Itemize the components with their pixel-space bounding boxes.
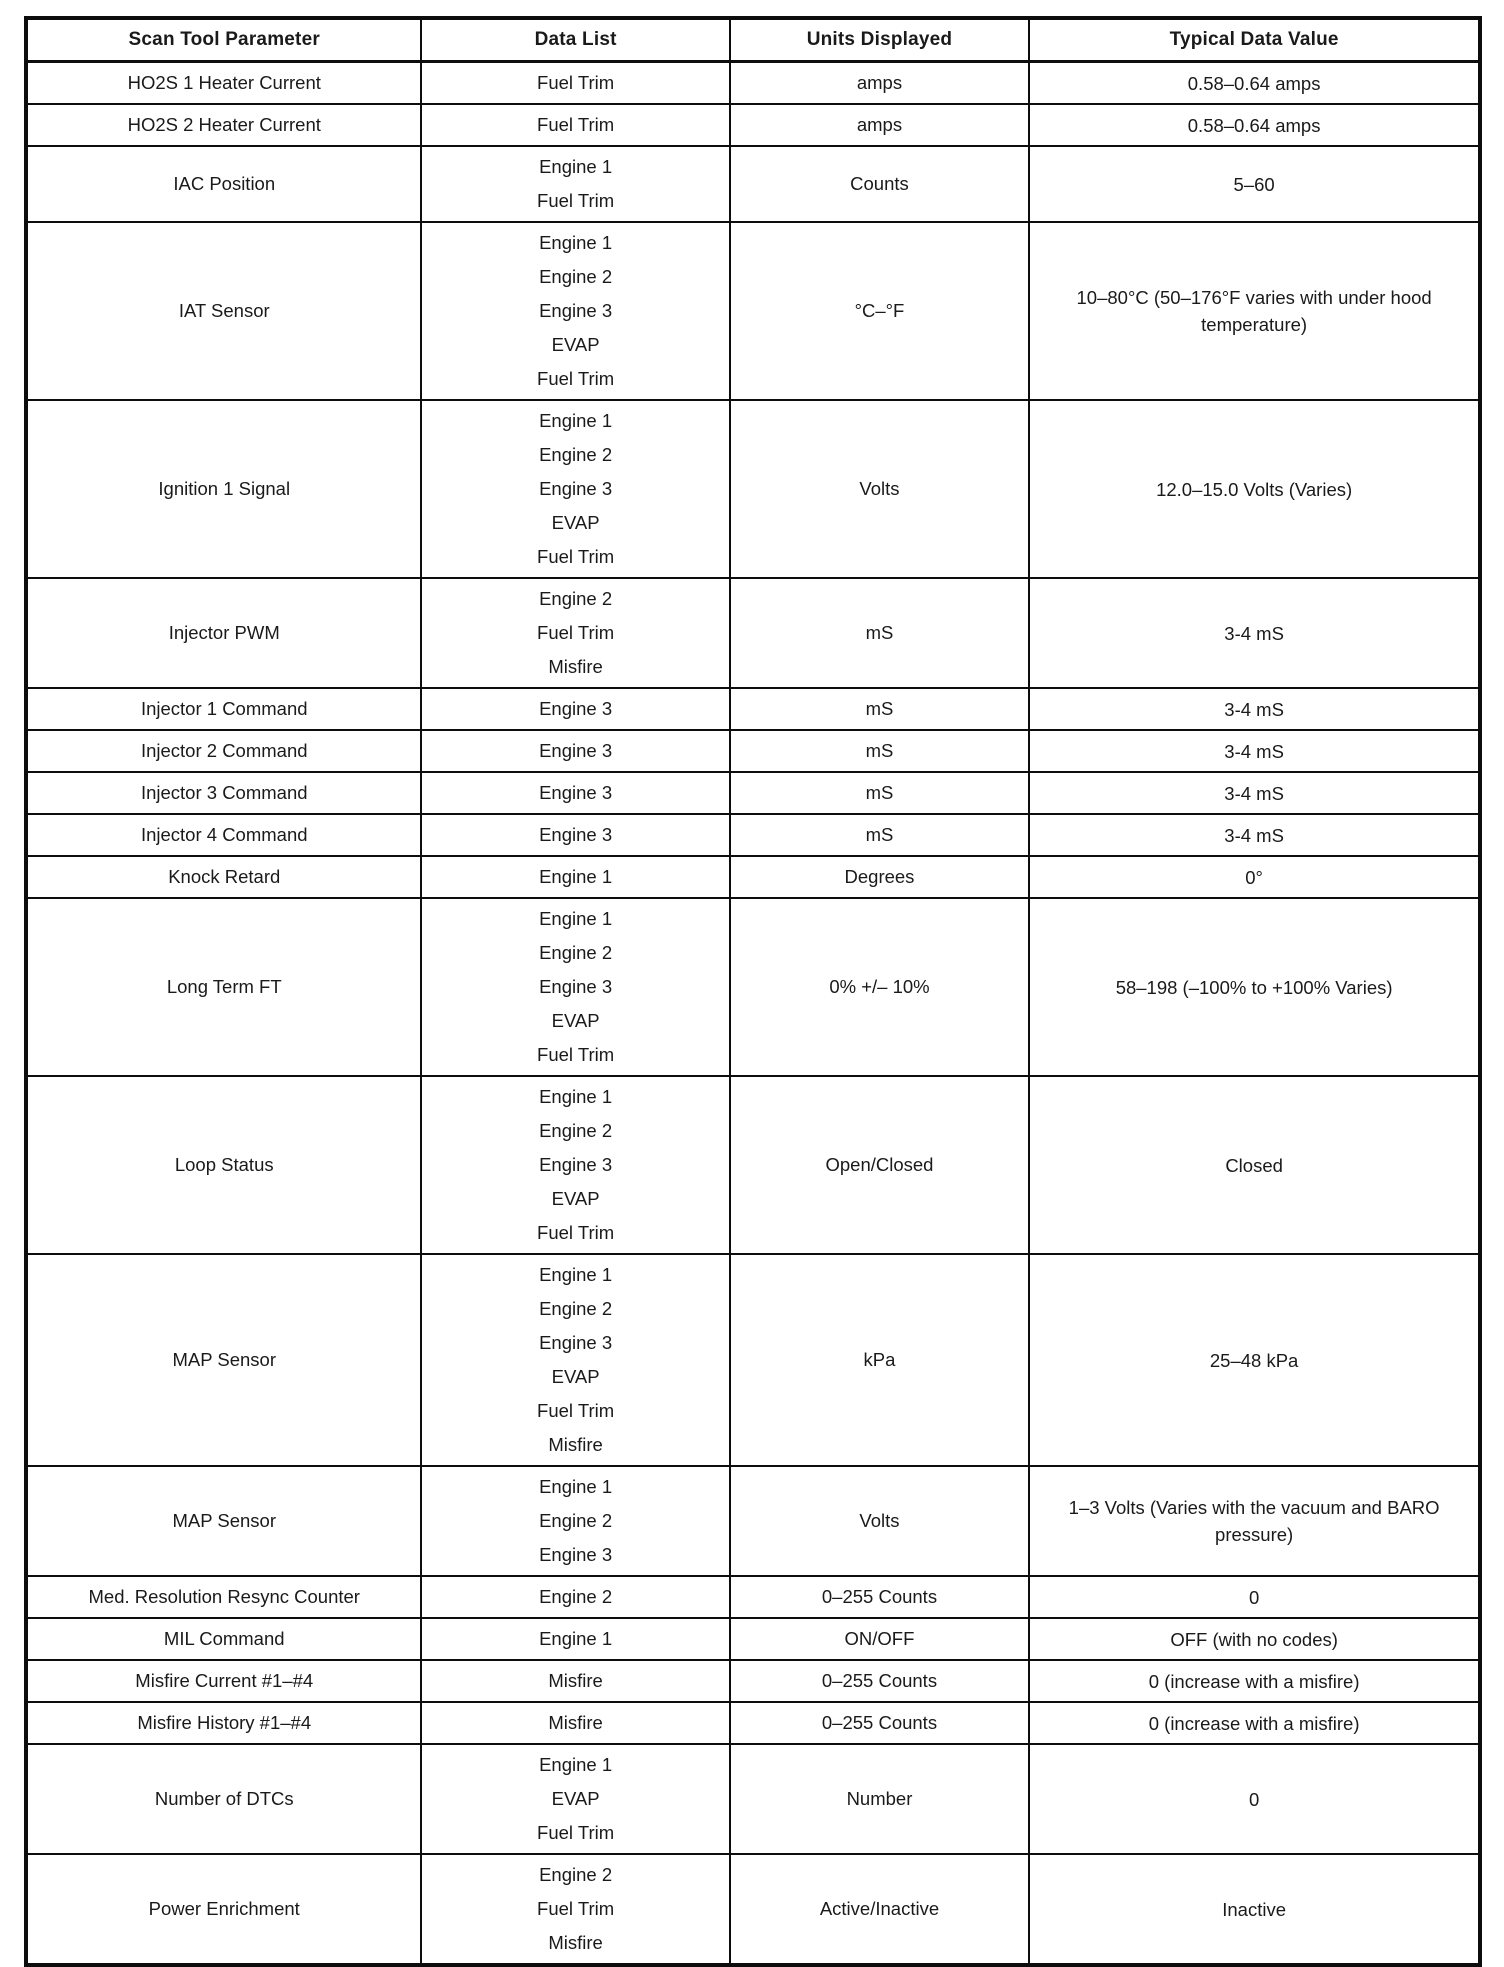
parameter-cell: Long Term FT (26, 898, 421, 1076)
data-list-line: Fuel Trim (537, 72, 615, 93)
units-cell: amps (730, 104, 1030, 146)
data-list-line: Engine 3 (539, 1544, 613, 1565)
data-list-line: Fuel Trim (537, 1222, 615, 1243)
parameter-cell: Injector 4 Command (26, 814, 421, 856)
data-list-cell (421, 1702, 729, 1744)
data-list-line: Fuel Trim (537, 1044, 615, 1065)
value-cell: 0 (1029, 1744, 1480, 1854)
table-row (26, 1618, 1480, 1660)
table-row (26, 1576, 1480, 1618)
units-cell: mS (730, 730, 1030, 772)
data-list-line: Engine 1 (539, 1476, 613, 1497)
units-cell: mS (730, 814, 1030, 856)
data-list-line: Engine 1 (539, 410, 613, 431)
data-list-line: Engine 2 (539, 1298, 613, 1319)
value-cell: 58–198 (–100% to +100% Varies) (1029, 898, 1480, 1076)
parameter-cell: Injector PWM (26, 578, 421, 688)
units-cell: 0% +/– 10% (730, 898, 1030, 1076)
data-list-cell (421, 1076, 729, 1254)
value-cell: 25–48 kPa (1029, 1254, 1480, 1466)
data-list-cell (421, 146, 729, 222)
data-list-cell (421, 1854, 729, 1965)
value-cell: OFF (with no codes) (1029, 1618, 1480, 1660)
parameter-cell: Injector 2 Command (26, 730, 421, 772)
units-cell: °C–°F (730, 222, 1030, 400)
table-row (26, 730, 1480, 772)
data-list-line: Engine 2 (539, 1120, 613, 1141)
data-list-line: EVAP (551, 1788, 600, 1809)
data-list-line: Engine 1 (539, 1086, 613, 1107)
units-cell: mS (730, 688, 1030, 730)
data-list-line: Engine 1 (539, 1754, 613, 1775)
data-list-cell (421, 1744, 729, 1854)
value-cell: 3-4 mS (1029, 772, 1480, 814)
data-list-line: Misfire (548, 1670, 603, 1691)
data-list-line: EVAP (551, 1188, 600, 1209)
data-list-line: Engine 1 (539, 908, 613, 929)
value-cell: Inactive (1029, 1854, 1480, 1965)
data-list-cell (421, 1466, 729, 1576)
data-list-line: Engine 3 (539, 698, 613, 719)
data-list-cell (421, 578, 729, 688)
data-list-cell (421, 62, 729, 105)
header-data-list: Data List (421, 18, 729, 62)
data-list-line: Engine 1 (539, 1628, 613, 1649)
data-list-line: EVAP (551, 512, 600, 533)
table-row (26, 856, 1480, 898)
value-cell: 0 (1029, 1576, 1480, 1618)
data-list-cell (421, 898, 729, 1076)
table-body (26, 62, 1480, 1966)
data-list-line: Fuel Trim (537, 622, 615, 643)
data-list-cell (421, 400, 729, 578)
units-cell: mS (730, 578, 1030, 688)
value-cell: 0° (1029, 856, 1480, 898)
data-list-cell (421, 730, 729, 772)
table-row (26, 1254, 1480, 1466)
data-list-line: Engine 2 (539, 588, 613, 609)
table-row (26, 1466, 1480, 1576)
value-cell: 10–80°C (50–176°F varies with under hood temperature) (1029, 222, 1480, 400)
units-cell: Volts (730, 1466, 1030, 1576)
data-list-line: Engine 3 (539, 1154, 613, 1175)
parameter-cell: MAP Sensor (26, 1466, 421, 1576)
document-page (24, 16, 1482, 1967)
data-list-line: Misfire (548, 1434, 603, 1455)
table-row (26, 578, 1480, 688)
value-cell: 0 (increase with a misfire) (1029, 1660, 1480, 1702)
header-scan-tool-parameter: Scan Tool Parameter (26, 18, 421, 62)
units-cell: 0–255 Counts (730, 1702, 1030, 1744)
data-list-line: Engine 1 (539, 156, 613, 177)
data-list-line: Misfire (548, 656, 603, 677)
data-list-line: Engine 3 (539, 300, 613, 321)
table-row (26, 1854, 1480, 1965)
units-cell: ON/OFF (730, 1618, 1030, 1660)
data-list-cell (421, 1576, 729, 1618)
table-row (26, 146, 1480, 222)
data-list-line: Engine 1 (539, 232, 613, 253)
data-list-line: Fuel Trim (537, 546, 615, 567)
units-cell: Open/Closed (730, 1076, 1030, 1254)
table-row (26, 898, 1480, 1076)
parameter-cell: Misfire History #1–#4 (26, 1702, 421, 1744)
parameter-cell: HO2S 1 Heater Current (26, 62, 421, 105)
data-list-cell (421, 1618, 729, 1660)
value-cell: 0.58–0.64 amps (1029, 104, 1480, 146)
value-cell: 3-4 mS (1029, 688, 1480, 730)
units-cell: 0–255 Counts (730, 1660, 1030, 1702)
table-row (26, 62, 1480, 105)
data-list-line: Engine 3 (539, 824, 613, 845)
table-row (26, 104, 1480, 146)
data-list-line: Fuel Trim (537, 1400, 615, 1421)
parameter-cell: Loop Status (26, 1076, 421, 1254)
data-list-cell (421, 814, 729, 856)
parameter-cell: Misfire Current #1–#4 (26, 1660, 421, 1702)
table-row (26, 814, 1480, 856)
units-cell: Active/Inactive (730, 1854, 1030, 1965)
table-row (26, 688, 1480, 730)
parameter-cell: MIL Command (26, 1618, 421, 1660)
data-list-line: Fuel Trim (537, 368, 615, 389)
data-list-cell (421, 772, 729, 814)
data-list-cell (421, 104, 729, 146)
parameter-cell: Injector 3 Command (26, 772, 421, 814)
data-list-line: EVAP (551, 1366, 600, 1387)
data-list-line: Engine 3 (539, 478, 613, 499)
data-list-line: Fuel Trim (537, 1898, 615, 1919)
parameter-cell: IAC Position (26, 146, 421, 222)
parameter-cell: Ignition 1 Signal (26, 400, 421, 578)
data-list-cell (421, 856, 729, 898)
data-list-line: Engine 3 (539, 740, 613, 761)
value-cell: 0.58–0.64 amps (1029, 62, 1480, 105)
table-row (26, 1702, 1480, 1744)
parameter-cell: Med. Resolution Resync Counter (26, 1576, 421, 1618)
parameter-cell: HO2S 2 Heater Current (26, 104, 421, 146)
data-list-line: Engine 1 (539, 1264, 613, 1285)
units-cell: Degrees (730, 856, 1030, 898)
units-cell: Counts (730, 146, 1030, 222)
data-list-line: Engine 3 (539, 1332, 613, 1353)
data-list-line: Engine 1 (539, 866, 613, 887)
table-row (26, 772, 1480, 814)
data-list-line: Misfire (548, 1712, 603, 1733)
table-row (26, 1744, 1480, 1854)
data-list-line: EVAP (551, 334, 600, 355)
value-cell: 5–60 (1029, 146, 1480, 222)
header-typical-data-value: Typical Data Value (1029, 18, 1480, 62)
units-cell: amps (730, 62, 1030, 105)
data-list-line: Engine 2 (539, 1586, 613, 1607)
parameter-cell: Knock Retard (26, 856, 421, 898)
header-row (26, 18, 1480, 62)
value-cell: 3-4 mS (1029, 578, 1480, 688)
parameter-cell: IAT Sensor (26, 222, 421, 400)
data-list-line: Engine 3 (539, 782, 613, 803)
data-list-line: EVAP (551, 1010, 600, 1031)
parameter-cell: Number of DTCs (26, 1744, 421, 1854)
units-cell: mS (730, 772, 1030, 814)
data-list-cell (421, 1254, 729, 1466)
parameter-cell: MAP Sensor (26, 1254, 421, 1466)
data-list-line: Fuel Trim (537, 114, 615, 135)
table-row (26, 222, 1480, 400)
value-cell: 3-4 mS (1029, 814, 1480, 856)
units-cell: kPa (730, 1254, 1030, 1466)
parameter-cell: Power Enrichment (26, 1854, 421, 1965)
data-list-line: Engine 2 (539, 1510, 613, 1531)
data-list-line: Misfire (548, 1932, 603, 1953)
units-cell: Number (730, 1744, 1030, 1854)
data-list-line: Engine 2 (539, 942, 613, 963)
table-row (26, 1076, 1480, 1254)
data-list-line: Engine 2 (539, 266, 613, 287)
data-list-line: Engine 2 (539, 1864, 613, 1885)
table-row (26, 400, 1480, 578)
value-cell: Closed (1029, 1076, 1480, 1254)
data-list-line: Engine 2 (539, 444, 613, 465)
data-list-line: Fuel Trim (537, 1822, 615, 1843)
data-list-cell (421, 222, 729, 400)
parameter-cell: Injector 1 Command (26, 688, 421, 730)
data-list-cell (421, 688, 729, 730)
value-cell: 12.0–15.0 Volts (Varies) (1029, 400, 1480, 578)
data-list-line: Engine 3 (539, 976, 613, 997)
units-cell: 0–255 Counts (730, 1576, 1030, 1618)
value-cell: 1–3 Volts (Varies with the vacuum and BARO pressure) (1029, 1466, 1480, 1576)
scan-tool-parameter-table (24, 16, 1482, 1967)
value-cell: 0 (increase with a misfire) (1029, 1702, 1480, 1744)
header-units-displayed: Units Displayed (730, 18, 1030, 62)
data-list-line: Fuel Trim (537, 190, 615, 211)
table-row (26, 1660, 1480, 1702)
value-cell: 3-4 mS (1029, 730, 1480, 772)
units-cell: Volts (730, 400, 1030, 578)
data-list-cell (421, 1660, 729, 1702)
